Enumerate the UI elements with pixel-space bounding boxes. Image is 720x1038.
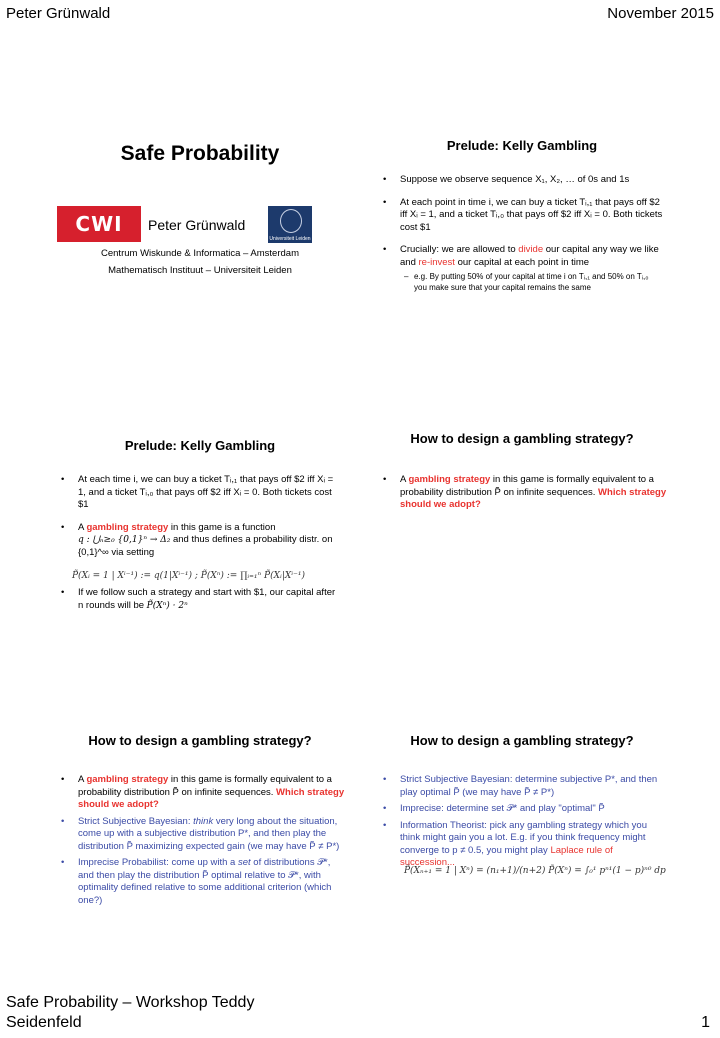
slide-3-formula: P̃(Xᵢ = 1 | Xⁱ⁻¹) := q(1|Xⁱ⁻¹) ; P̃(Xⁿ) := ∏ᵢ₌₁ⁿ P̃(Xᵢ|Xⁱ⁻¹) [72,571,305,581]
slide-6-title: How to design a gambling strategy? [410,733,634,748]
list-item: • A gambling strategy in this game is formally equivalent to a probability distribution P̃ on infinite sequences. Which strategy should we adopt? [56,774,346,812]
list-item: • A gambling strategy in this game is a function q : ⋃ₙ≥₀ {0,1}ⁿ → Δ₂ and thus defines a probability distr. on {0,1}^∞ via setting [56,522,341,560]
list-item: • Crucially: we are allowed to divide our capital any way we like and re-invest our capital at each point in time [378,244,663,269]
slide-6-formula: P̃(Xₙ₊₁ = 1 | Xⁿ) = (n₁+1)/(n+2) P̃(Xⁿ) = ∫₀¹ pⁿ¹(1 − p)ⁿ⁰ dp [404,866,666,876]
cwi-logo: CWI [57,206,141,242]
list-item: • Strict Subjective Bayesian: determine subjective P*, and then play optimal P̃ (we may have P̃ ≠ P*) [378,774,668,799]
footer-title-line-1: Safe Probability – Workshop Teddy [6,994,255,1011]
slide-2-title: Prelude: Kelly Gambling [446,138,598,153]
list-item: • If we follow such a strategy and start with $1, our capital after n rounds will be P̃(Xⁿ) · 2ⁿ [56,587,341,612]
header-author: Peter Grünwald [6,5,111,22]
list-item: • Imprecise Probabilist: come up with a set of distributions 𝒫*, and then play the distribution P̃ optimal relative to 𝒫*, with optimality defined relative to some additional criterion (which one?) [56,857,346,907]
list-item: • At each point in time i, we can buy a ticket Tᵢ,₁ that pays off $2 iff Xᵢ = 1, and a ticket Tᵢ,₀ that pays off $2 iff Xᵢ = 0. Both tickets cost $1 [378,197,663,235]
footer-title-line-2: Seidenfeld [6,1014,82,1031]
slide-5-bullets [56,774,346,917]
affiliation-leiden: Mathematisch Instituut – Universiteit Leiden [108,265,292,276]
header-date: November 2015 [607,5,714,22]
list-item: • A gambling strategy in this game is formally equivalent to a probability distribution P̃ on infinite sequences. Which strategy should we adopt? [378,474,668,512]
leiden-seal-icon [280,209,302,233]
leiden-logo-caption: Universiteit Leiden [269,236,311,242]
slide-3-title: Prelude: Kelly Gambling [124,438,276,453]
list-item: • Suppose we observe sequence X₁, X₂, … of 0s and 1s [378,174,663,187]
list-item: • Information Theorist: pick any gambling strategy which you think might gain you a lot. E.g. if you think frequency might converge to p ≠ 0.5, you might play Laplace rule of succession... [378,820,668,870]
list-item: • Strict Subjective Bayesian: think very long about the situation, come up with a subjective distribution P*, and then play the distribution P̃ maximizing expected gain (we may have P̃ ≠ P*) [56,816,346,854]
leiden-logo [268,206,312,243]
slide-5-title: How to design a gambling strategy? [88,733,312,748]
slide-3-bullets [56,474,341,622]
list-item: • At each time i, we can buy a ticket Tᵢ,₁ that pays off $2 iff Xᵢ = 1, and a ticket Tᵢ,₀ that pays off $2 iff Xᵢ = 0. Both tickets cost $1 [56,474,341,512]
list-item: – e.g. By putting 50% of your capital at time i on Tᵢ,₁ and 50% on Tᵢ,₀ you make sure that your capital remains the same [378,272,663,293]
slide-6-bullets [378,774,668,880]
slide-4-title: How to design a gambling strategy? [410,431,634,446]
page-number: 1 [701,1014,710,1031]
slide-1-author: Peter Grünwald [148,217,246,233]
slide-1-title: Safe Probability [120,142,280,165]
slide-2-bullets [378,174,663,303]
affiliation-cwi: Centrum Wiskunde & Informatica – Amsterdam [101,248,299,259]
list-item: • Imprecise: determine set 𝒫* and play "optimal" P̃ [378,803,668,816]
slide-4-bullets [378,474,668,522]
